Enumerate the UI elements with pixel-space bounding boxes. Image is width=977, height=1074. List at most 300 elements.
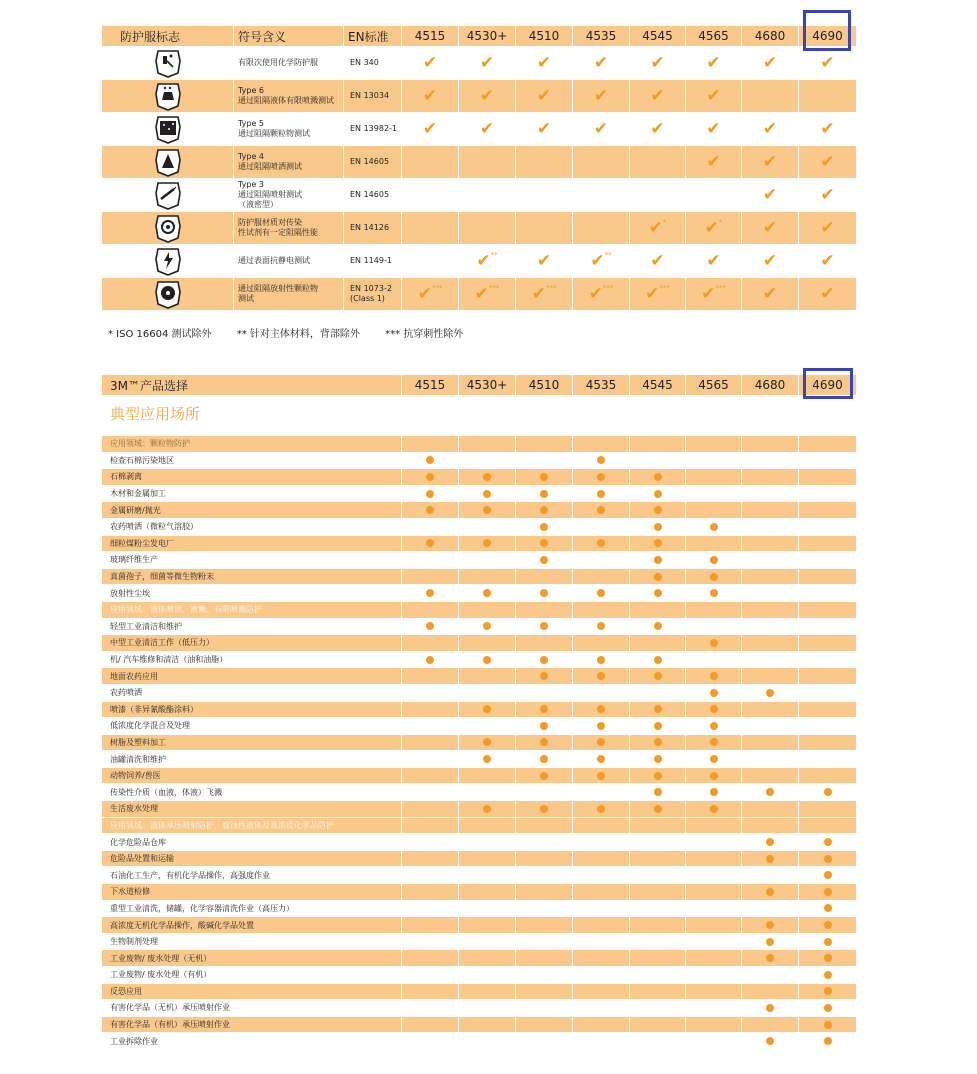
application-row [102,834,857,851]
empty-cell [686,834,742,851]
suitable-dot-icon [573,485,630,502]
application-name: 工业废物/ 废水处理（无机） [102,950,402,967]
symbol-row [102,212,857,245]
empty-cell [459,850,516,867]
check-mark-icon: ✔** [459,245,516,278]
empty-cell [742,436,799,453]
application-name: 石棉剥离 [102,469,402,486]
antistatic-icon [102,245,234,278]
suitable-dot-icon [402,452,459,469]
suitable-dot-icon [799,784,857,801]
check-mark-icon: ✔ [573,80,630,113]
application-name: 工业废物/ 废水处理（有机） [102,967,402,984]
empty-cell [630,179,686,212]
empty-cell [799,452,857,469]
empty-cell [402,245,459,278]
check-mark-icon: ✔ [742,245,799,278]
suitable-dot-icon [686,751,742,768]
meaning-line: 通过阻隔颗粒物测试 [238,129,310,138]
empty-cell [742,635,799,652]
en-standard [344,212,402,245]
empty-cell [799,751,857,768]
suitable-dot-icon [799,884,857,901]
empty-cell [516,784,573,801]
empty-cell [459,568,516,585]
suitable-dot-icon [799,917,857,934]
empty-cell [742,967,799,984]
en-standard [344,179,402,212]
suitable-dot-icon [459,535,516,552]
application-row [102,651,857,668]
application-name: 细粒煤粉尘发电厂 [102,535,402,552]
selection-product: 4530+ [459,375,516,396]
empty-cell [459,518,516,535]
type3-jet-icon [102,179,234,212]
check-mark-icon: ✔ [459,113,516,146]
empty-cell [799,80,857,113]
suitable-dot-icon [402,535,459,552]
application-name: 农药喷洒 [102,684,402,701]
meaning-line: 通过阻隔喷洒测试 [238,162,302,171]
empty-cell [459,718,516,735]
highlight-box-4690-bottom [803,368,853,399]
suitable-dot-icon [686,734,742,751]
empty-cell [742,585,799,602]
suitable-dot-icon [742,1000,799,1017]
application-name: 有害化学品（有机）承压喷射作业 [102,1016,402,1033]
footnote: *** 抗穿刺性除外 [385,329,464,340]
empty-cell [402,1016,459,1033]
empty-cell [459,784,516,801]
check-mark-icon: ✔*** [686,278,742,311]
application-row [102,1000,857,1017]
empty-cell [573,568,630,585]
empty-cell [686,917,742,934]
header-symbol: 防护服标志 [102,26,234,47]
empty-cell [799,801,857,818]
empty-cell [686,618,742,635]
check-mark-icon: ✔ [573,47,630,80]
empty-cell [630,967,686,984]
application-row [102,950,857,967]
application-name: 木材和金属加工 [102,485,402,502]
selection-product: 4565 [686,375,742,396]
suitable-dot-icon [742,850,799,867]
empty-cell [402,1033,459,1050]
empty-cell [799,651,857,668]
application-name: 生活废水处理 [102,801,402,818]
suitable-dot-icon [573,469,630,486]
empty-cell [799,701,857,718]
meaning-line: 通过阻隔放射性颗粒物 [238,284,318,293]
suitable-dot-icon [630,485,686,502]
empty-cell [742,502,799,519]
empty-cell [630,950,686,967]
empty-cell [459,635,516,652]
empty-cell [799,817,857,834]
empty-cell [686,1000,742,1017]
empty-cell [742,751,799,768]
empty-cell [516,436,573,453]
suitable-dot-icon [686,585,742,602]
check-mark-icon: ✔ [742,212,799,245]
application-name: 喷漆（非异氰酸酯涂料） [102,701,402,718]
suitable-dot-icon [402,618,459,635]
application-name: 机/ 汽车维修和清洁（油和油脂） [102,651,402,668]
empty-cell [686,1016,742,1033]
check-mark-icon: ✔*** [459,278,516,311]
check-mark-icon: ✔* [630,212,686,245]
empty-cell [402,701,459,718]
header-product: 4545 [630,26,686,47]
suitable-dot-icon [516,552,573,569]
empty-cell [742,734,799,751]
application-row [102,518,857,535]
empty-cell [516,568,573,585]
empty-cell [402,668,459,685]
empty-cell [402,734,459,751]
suitable-dot-icon [742,917,799,934]
empty-cell [686,817,742,834]
empty-cell [402,212,459,245]
empty-cell [402,635,459,652]
en-standard [344,113,402,146]
meaning-line: （液密型） [238,200,278,209]
selection-product: 4515 [402,375,459,396]
suitable-dot-icon [799,967,857,984]
empty-cell [573,884,630,901]
empty-cell [573,817,630,834]
suitable-dot-icon [516,469,573,486]
empty-cell [573,1016,630,1033]
application-name: 油罐清洗和维护 [102,751,402,768]
empty-cell [742,618,799,635]
check-mark-icon: ✔ [799,146,857,179]
check-mark-icon: ✔ [799,212,857,245]
suitable-dot-icon [799,834,857,851]
empty-cell [516,884,573,901]
empty-cell [686,179,742,212]
empty-cell [742,1016,799,1033]
empty-cell [459,933,516,950]
suitable-dot-icon [686,568,742,585]
empty-cell [573,967,630,984]
empty-cell [630,452,686,469]
suitable-dot-icon [742,684,799,701]
empty-cell [573,635,630,652]
empty-cell [516,983,573,1000]
empty-cell [573,917,630,934]
suitable-dot-icon [799,983,857,1000]
suitable-dot-icon [573,585,630,602]
empty-cell [459,967,516,984]
suitable-dot-icon [459,485,516,502]
suitable-dot-icon [799,950,857,967]
check-mark-icon: ✔ [459,80,516,113]
suitable-dot-icon [630,552,686,569]
empty-cell [742,469,799,486]
empty-cell [402,684,459,701]
application-row [102,535,857,552]
check-mark-icon: ✔ [516,245,573,278]
application-row [102,1016,857,1033]
empty-cell [686,933,742,950]
application-name: 地面农药应用 [102,668,402,685]
suitable-dot-icon [402,651,459,668]
application-row [102,568,857,585]
empty-cell [686,867,742,884]
check-mark-icon: ✔*** [516,278,573,311]
symbol-row [102,146,857,179]
empty-cell [799,568,857,585]
suitable-dot-icon [459,801,516,818]
empty-cell [630,983,686,1000]
empty-cell [459,601,516,618]
meaning-line: Type 4 [238,152,265,161]
meaning-line: 测试 [238,294,254,303]
suitable-dot-icon [686,552,742,569]
empty-cell [742,485,799,502]
suitable-dot-icon [573,452,630,469]
empty-cell [459,983,516,1000]
empty-cell [516,933,573,950]
product-selection-header [101,374,857,396]
suitable-dot-icon [402,469,459,486]
application-row [102,967,857,984]
biohazard-icon [102,212,234,245]
type4-spray-icon [102,146,234,179]
empty-cell [459,552,516,569]
suitable-dot-icon [573,734,630,751]
empty-cell [516,1016,573,1033]
application-row [102,635,857,652]
empty-cell [459,1000,516,1017]
check-mark-icon: ✔ [573,113,630,146]
check-mark-icon: ✔ [799,245,857,278]
empty-cell [459,452,516,469]
application-row [102,850,857,867]
empty-cell [402,933,459,950]
standard-line: EN 1073-2 [350,284,392,293]
empty-cell [459,212,516,245]
en-standard [344,278,402,311]
empty-cell [742,552,799,569]
highlight-box-4690-top [803,10,851,51]
check-mark-icon: ✔ [516,80,573,113]
suitable-dot-icon [742,933,799,950]
suitable-dot-icon [799,1000,857,1017]
empty-cell [686,436,742,453]
empty-cell [402,817,459,834]
suitable-dot-icon [573,618,630,635]
empty-cell [459,668,516,685]
suitable-dot-icon [742,834,799,851]
header-product: 4535 [573,26,630,47]
application-row [102,668,857,685]
application-name: 危险品处置和运输 [102,850,402,867]
empty-cell [630,1016,686,1033]
en-standard [344,80,402,113]
empty-cell [742,568,799,585]
application-name: 石油化工生产，有机化学品操作，高强度作业 [102,867,402,884]
applications-title: 典型应用场所 [110,405,201,423]
en-standard [344,47,402,80]
type5-particle-icon [102,113,234,146]
suitable-dot-icon [686,684,742,701]
suitable-dot-icon [516,585,573,602]
empty-cell [402,718,459,735]
selection-product: 4510 [516,375,573,396]
meaning-line: 有限次使用化学防护服 [238,58,318,67]
empty-cell [402,983,459,1000]
suitable-dot-icon [799,1033,857,1050]
suitable-dot-icon [459,502,516,519]
empty-cell [630,900,686,917]
empty-cell [459,950,516,967]
empty-cell [573,436,630,453]
suitable-dot-icon [402,485,459,502]
suitable-dot-icon [630,718,686,735]
suitable-dot-icon [799,1016,857,1033]
empty-cell [742,900,799,917]
empty-cell [742,80,799,113]
empty-cell [742,601,799,618]
meaning-line: 防护服材质对传染 [238,218,302,227]
symbol-meaning [234,146,344,179]
check-mark-icon: ✔ [402,80,459,113]
check-mark-icon: ✔ [686,113,742,146]
check-mark-icon: ✔ [630,47,686,80]
empty-cell [686,884,742,901]
empty-cell [630,1033,686,1050]
application-name: 高浓度无机化学品操作，酸碱化学品处置 [102,917,402,934]
empty-cell [630,834,686,851]
suitable-dot-icon [516,668,573,685]
check-mark-icon: ✔ [686,47,742,80]
empty-cell [742,983,799,1000]
application-category-row [102,601,857,618]
application-name: 轻型工业清洁和维护 [102,618,402,635]
empty-cell [573,983,630,1000]
application-row [102,801,857,818]
empty-cell [799,767,857,784]
standard-line: EN 14126 [350,223,390,232]
meaning-line: Type 5 [238,119,265,128]
header-meaning: 符号含义 [234,26,344,47]
meaning-line: 通过阻隔喷射测试 [238,190,302,199]
application-name: 重型工业清洗，储罐，化学容器清洗作业（高压力） [102,900,402,917]
applications-table [101,435,857,1050]
empty-cell [402,552,459,569]
application-name: 下水道检修 [102,884,402,901]
suitable-dot-icon [630,651,686,668]
application-row [102,718,857,735]
empty-cell [573,933,630,950]
empty-cell [402,950,459,967]
check-mark-icon: ✔ [630,113,686,146]
empty-cell [742,718,799,735]
check-mark-icon: ✔ [799,278,857,311]
application-category-row [102,817,857,834]
empty-cell [686,452,742,469]
empty-cell [573,601,630,618]
empty-cell [402,601,459,618]
standard-line: EN 14605 [350,190,390,199]
suitable-dot-icon [516,618,573,635]
empty-cell [799,668,857,685]
empty-cell [516,1000,573,1017]
empty-cell [402,884,459,901]
suitable-dot-icon [686,784,742,801]
application-row [102,552,857,569]
empty-cell [516,601,573,618]
application-name: 有害化学品（无机）承压喷射作业 [102,1000,402,1017]
symbols-header-row [102,26,857,47]
application-name: 放射性尘埃 [102,585,402,602]
empty-cell [573,867,630,884]
empty-cell [402,179,459,212]
empty-cell [799,485,857,502]
empty-cell [402,568,459,585]
empty-cell [799,436,857,453]
check-mark-icon: ✔ [516,47,573,80]
check-mark-icon: ✔ [686,245,742,278]
suitable-dot-icon [686,635,742,652]
suitable-dot-icon [630,734,686,751]
check-mark-icon: ✔ [402,113,459,146]
application-name: 低浓度化学混合及处理 [102,718,402,735]
suitable-dot-icon [402,585,459,602]
standard-line: (Class 1) [350,294,385,303]
empty-cell [573,146,630,179]
application-name: 真菌孢子，细菌等微生物粉末 [102,568,402,585]
empty-cell [686,502,742,519]
suitable-dot-icon [573,801,630,818]
check-mark-icon: ✔ [402,47,459,80]
suitable-dot-icon [516,485,573,502]
header-product: 4680 [742,26,799,47]
suitable-dot-icon [459,651,516,668]
empty-cell [459,684,516,701]
suitable-dot-icon [630,668,686,685]
symbol-meaning [234,47,344,80]
selection-product: 4545 [630,375,686,396]
empty-cell [573,552,630,569]
check-mark-icon: ✔ [742,47,799,80]
suitable-dot-icon [402,502,459,519]
empty-cell [516,212,573,245]
symbol-row [102,245,857,278]
empty-cell [459,436,516,453]
type6-spray-icon [102,80,234,113]
empty-cell [630,146,686,179]
application-row [102,1033,857,1050]
check-mark-icon: ✔ [516,113,573,146]
symbol-meaning [234,179,344,212]
application-name: 动物饲养/兽医 [102,767,402,784]
empty-cell [459,867,516,884]
application-row [102,917,857,934]
empty-cell [573,684,630,701]
suitable-dot-icon [516,801,573,818]
meaning-line: 通过表面抗静电测试 [238,256,310,265]
meaning-line: Type 3 [238,180,265,189]
application-row [102,933,857,950]
suitable-dot-icon [686,518,742,535]
suitable-dot-icon [573,751,630,768]
suitable-dot-icon [516,734,573,751]
meaning-line: Type 6 [238,86,265,95]
